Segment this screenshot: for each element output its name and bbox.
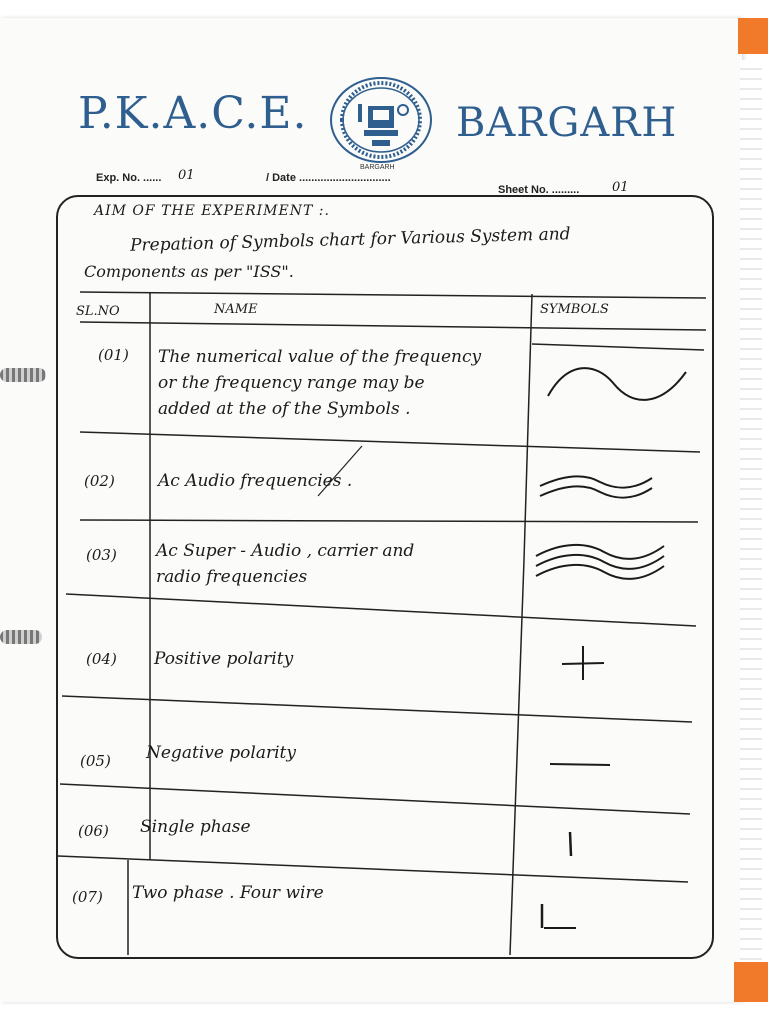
row-01-slno: (01) — [98, 346, 129, 364]
column-header-symbols: SYMBOLS — [540, 302, 609, 317]
row-03-name-line-2: radio frequencies — [156, 567, 308, 587]
row-01-name-line-3: added at the of the Symbols . — [158, 399, 411, 419]
triple-wave-symbol — [536, 545, 664, 579]
date-label: / Date .............................. — [266, 172, 391, 184]
row-06-name: Single phase — [140, 817, 251, 837]
bar-with-base-symbol — [542, 904, 576, 928]
row-07-slno: (07) — [72, 888, 103, 906]
column-header-name: NAME — [214, 302, 258, 317]
row-02-slno: (02) — [84, 472, 115, 490]
single-bar-symbol — [570, 832, 571, 856]
row-03-slno: (03) — [86, 546, 117, 564]
row-05-slno: (05) — [80, 752, 111, 770]
college-place: BARGARH — [456, 100, 678, 146]
column-header-slno: SL.NO — [76, 304, 120, 319]
row-03-name-line-1: Ac Super - Audio , carrier and — [156, 541, 415, 561]
row-07-name: Two phase . Four wire — [132, 883, 324, 903]
row-02-name: Ac Audio frequencies . — [158, 471, 353, 491]
aim-line-2: Components as per "ISS". — [84, 262, 294, 281]
row-01-name-line-1: The numerical value of the frequency — [158, 347, 482, 367]
row-04-slno: (04) — [86, 650, 117, 668]
sheet-no-label: Sheet No. ......... — [498, 184, 580, 196]
double-wave-symbol — [540, 476, 652, 497]
logo-caption: BARGARH — [360, 164, 395, 171]
sheet-no-value: 01 — [612, 180, 629, 195]
plus-symbol — [562, 646, 604, 680]
row-06-slno: (06) — [78, 822, 109, 840]
row-05-name: Negative polarity — [146, 743, 296, 763]
sine-wave-symbol — [548, 368, 686, 400]
aim-line-1: Prepation of Symbols chart for Various System and — [129, 224, 571, 256]
exp-no-value: 01 — [178, 168, 195, 183]
minus-symbol — [550, 764, 610, 765]
row-01-name-line-2: or the frequency range may be — [158, 373, 425, 393]
exp-no-label: Exp. No. ...... — [96, 172, 162, 184]
row-04-name: Positive polarity — [154, 649, 294, 669]
aim-heading: AIM OF THE EXPERIMENT :. — [94, 203, 330, 219]
college-name: P.K.A.C.E. — [78, 88, 308, 139]
